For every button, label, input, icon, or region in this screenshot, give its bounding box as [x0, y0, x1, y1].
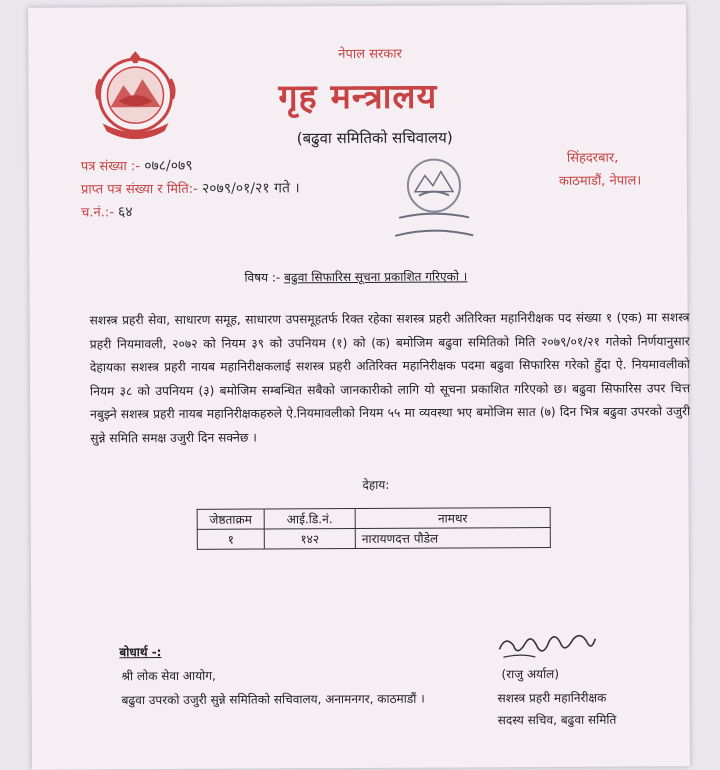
- table-header-row: [197, 508, 550, 530]
- signatory-role: सदस्य सचिव, बढुवा समिति: [497, 712, 617, 728]
- letter-number-value: ०७८/०७९: [144, 157, 193, 175]
- dispatch-value: ६४: [117, 204, 133, 221]
- cc-label: बोधार्थ -:: [119, 645, 162, 660]
- signature-icon: [491, 627, 601, 668]
- ministry-title: गृह मन्त्रालय: [278, 76, 438, 118]
- signatory-name: (राजु अर्याल): [501, 666, 560, 682]
- subject-label: विषय :-: [244, 270, 281, 285]
- reference-label: प्राप्त पत्र संख्या र मिति:-: [80, 181, 198, 198]
- table-cell-id: १४२: [264, 529, 355, 549]
- subject-line: [244, 267, 467, 285]
- letter-page: [28, 4, 690, 769]
- ministry-stamp-icon: [389, 151, 479, 243]
- nepal-emblem-icon: [90, 49, 180, 139]
- government-label: नेपाल सरकार: [338, 46, 402, 63]
- notice-body: सशस्त्र प्रहरी सेवा, साधारण समूह, साधारण उपसमूहतर्फ रिक्त रहेका सशस्त्र प्रहरी अतिरिक्त महानिरीक्षक पद संख्या १ (एक) मा सशस्त्र प्रहरी नियमावली, २०७२ को नियम ३९ को उपनियम (१) को (क) बमोजिम बढुवा समितिको मिति २०७९/०१/२१ गतेको निर्णयानुसार देहायका सशस्त्र प्रहरी नायब महानिरीक्षकलाई सशस्त्र प्रहरी अतिरिक्त महानिरीक्षक पदमा बढुवा सिफारिस गरेको हुँदा ऐ. नियमावलीको नियम ३८ को उपनियम (३) बमोजिम सम्बन्धित सबैको जानकारीको लागि यो सूचना प्रकाशित गरिएको छ। बढुवा सिफारिस उपर चित्त नबुझ्ने सशस्त्र प्रहरी नायब महानिरीक्षकहरुले ऐ.नियमावलीको नियम ५५ मा व्यवस्था भए बमोजिम सात (७) दिन भित्र बढुवा उपरको उजुरी सुन्ने समिति समक्ष उजुरी दिन सक्नेछ ।: [89, 310, 691, 445]
- dehay-label: देहाय:: [362, 477, 390, 492]
- letter-number-line: [81, 156, 193, 176]
- subject-text: बढुवा सिफारिस सूचना प्रकाशित गरिएको ।: [284, 269, 468, 285]
- place-line-2: काठमाडौं, नेपाल।: [558, 173, 642, 189]
- place-line-1: सिंहदरबार,: [566, 150, 619, 166]
- reference-line: [81, 178, 300, 198]
- cc-line-1: श्री लोक सेवा आयोग,: [121, 668, 216, 684]
- column-header-name: नामथर: [355, 508, 550, 529]
- dispatch-line: [81, 202, 133, 221]
- signatory-designation: सशस्त्र प्रहरी महानिरीक्षक: [497, 690, 607, 706]
- letter-number-label: पत्र संख्या :-: [80, 159, 141, 175]
- secretariat-label: (बढुवा समितिको सचिवालय): [296, 128, 453, 148]
- column-header-seniority: जेष्ठताक्रम: [197, 509, 264, 529]
- recommendation-table: [197, 507, 551, 550]
- table-cell-name: नारायणदत्त पौडेल: [355, 528, 550, 549]
- column-header-id: आई.डि.नं.: [264, 509, 355, 529]
- dispatch-label: च.नं.:-: [81, 205, 114, 221]
- cc-line-2: बढुवा उपरको उजुरी सुन्ने समितिको सचिवालय, अनामनगर, काठमाडौं ।: [121, 691, 425, 708]
- reference-value: २०७९/०१/२१ गते ।: [201, 180, 300, 197]
- table-cell-seniority: १: [197, 529, 264, 549]
- table-row: [197, 528, 550, 550]
